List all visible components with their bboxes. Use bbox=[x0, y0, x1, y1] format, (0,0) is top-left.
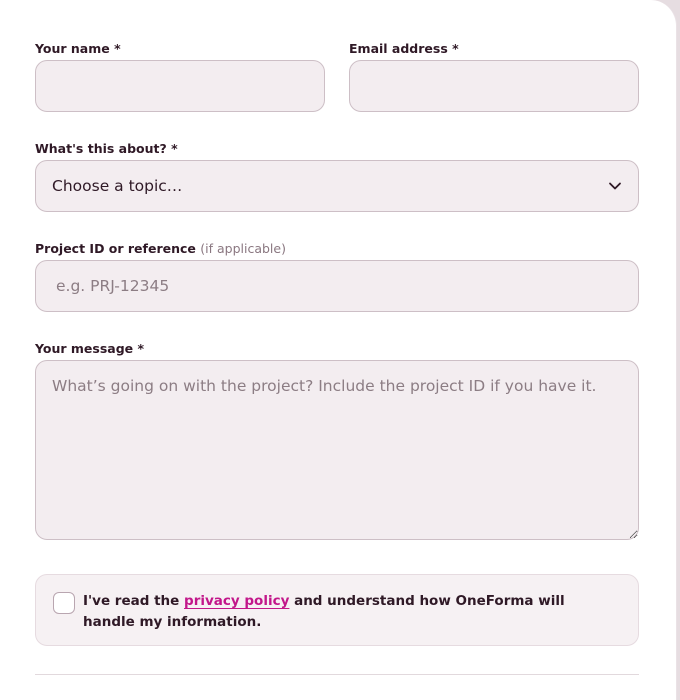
project-label bbox=[35, 241, 286, 256]
chevron-down-icon bbox=[608, 179, 622, 193]
privacy-consent-text bbox=[83, 591, 603, 633]
consent-text-before: I've read the bbox=[83, 593, 185, 609]
project-label-text: Project ID or reference bbox=[35, 241, 196, 256]
email-input[interactable] bbox=[349, 60, 639, 112]
topic-selected-value: Choose a topic… bbox=[52, 177, 183, 195]
message-textarea[interactable] bbox=[35, 360, 639, 540]
name-label: Your name * bbox=[35, 41, 121, 56]
name-input[interactable] bbox=[35, 60, 325, 112]
privacy-policy-link[interactable]: privacy policy bbox=[184, 593, 290, 609]
privacy-consent-box bbox=[35, 574, 639, 646]
form-divider bbox=[35, 674, 639, 675]
privacy-consent-checkbox[interactable] bbox=[53, 592, 75, 614]
topic-label: What's this about? * bbox=[35, 141, 178, 156]
topic-select[interactable] bbox=[35, 160, 639, 212]
email-label: Email address * bbox=[349, 41, 459, 56]
project-id-input[interactable] bbox=[35, 260, 639, 312]
project-label-note: (if applicable) bbox=[200, 241, 286, 256]
message-label: Your message * bbox=[35, 341, 145, 356]
consent-text-after: and understand how OneForma will handle my information. bbox=[83, 593, 565, 630]
